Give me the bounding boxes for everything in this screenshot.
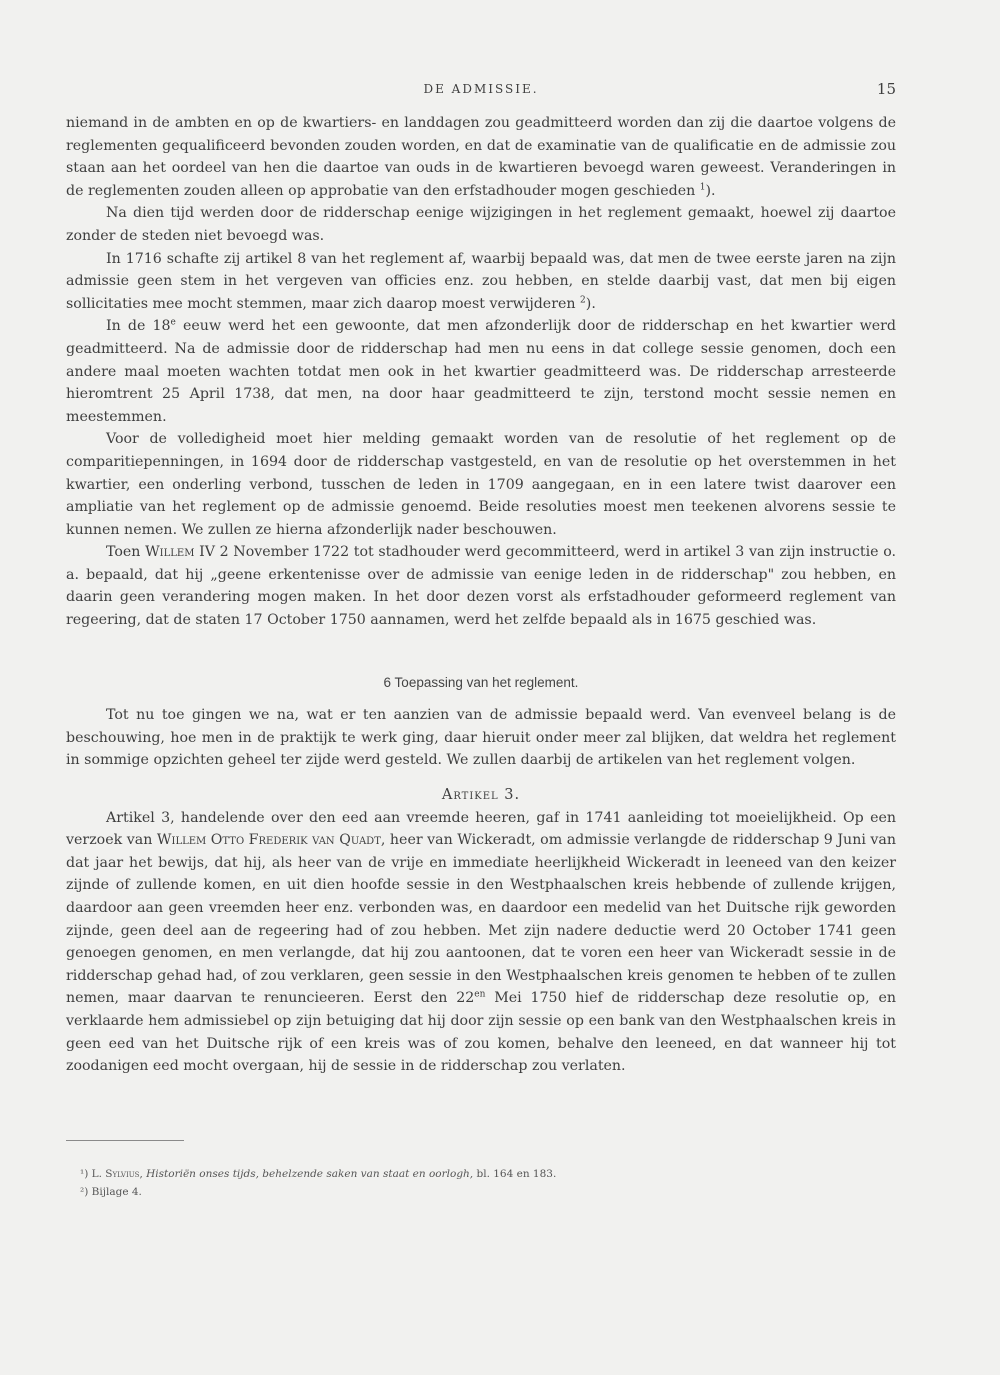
running-title: DE ADMISSIE. xyxy=(423,82,539,96)
footnote-rule xyxy=(66,1140,184,1141)
footnote: ¹) L. Sylvius, Historiën onses tijds, behelzende saken van staat en oorlogh, bl. 164 en 183. xyxy=(80,1168,557,1180)
article-heading: Artikel 3. xyxy=(441,787,521,804)
running-header xyxy=(66,82,896,102)
paragraph: Tot nu toe gingen we na, wat er ten aanzien van de admissie bepaald werd. Van evenveel belang is de beschouwing, hoe men in de praktijk te werk ging, daar hieruit onder meer zal blijken, dat weldra het reglement in sommige opzichten geheel ter zijde werd gesteld. We zullen daarbij de artikelen van het reglement volgen. xyxy=(66,707,896,769)
paragraph: Artikel 3, handelende over den eed aan vreemde heeren, gaf in 1741 aanleiding tot moeielijkheid. Op een verzoek van Willem Otto Frederik van Quadt, heer van Wickeradt, om admissie verlangde de ridderschap 9 Juni van dat jaar het bewijs, dat hij, als heer van de vrije en immediate heerlijkheid Wickeradt in leeneed van den keizer zijnde of zullende komen, en uit dien hoofde sessie in den Westphaalschen kreis hebbende of zullende krijgen, daardoor aan geen vreemden heer enz. verbonden was, en daardoor een medelid van het Duitsche rijk geworden zijnde, geen deel aan de regeering had of zou hebben. Met zijn nadere deductie werd 20 October 1741 geen genoegen genomen, en men verlangde, dat hij zou aantoonen, dat te voren een heer van Wickeradt sessie in de ridderschap gehad had, of zou verklaren, geen sessie in den Westphaalschen kreis genomen te hebben of te zullen nemen, maar daarvan te renuncieeren. Eerst den $22^{en}$ Mei 1750 hief de ridderschap deze resolutie op, en verklaarde hem admissiebel op zijn betuiging dat hij door zijn sessie op een bank van den Westphaalschen kreis in geen eed van het Duitsche rijk of een kreis was of zou komen, behalve den leeneed, en dat wanneer hij tot zoodanigen eed mocht overgaan, hij de sessie in de ridderschap zou verlaten. xyxy=(66,809,897,1075)
paragraph: Na dien tijd werden door de ridderschap eenige wijzigingen in het reglement gemaakt, hoewel zij daartoe zonder de steden niet bevoegd was. xyxy=(66,205,896,244)
footnote: ²) Bijlage 4. xyxy=(80,1186,142,1198)
paragraph: In 1716 schafte zij artikel 8 van het reglement af, waarbij bepaald was, dat men de twee eerste jaren na zijn admissie geen stem in het vergeven van officies enz. zou hebben, en stelde daarbij vast, dat men bij eigen sollicitaties mee mocht stemmen, maar zich daarop moest verwijderen $^2$). xyxy=(66,250,896,312)
footnotes xyxy=(80,1165,880,1201)
body-text xyxy=(66,112,896,1078)
page-number: 15 xyxy=(876,80,896,98)
section-heading: 6 Toepassing van het reglement. xyxy=(383,674,579,690)
person-name: Willem xyxy=(145,544,195,561)
paragraph: niemand in de ambten en op de kwartiers- en landdagen zou geadmitteerd worden dan zij die daartoe volgens de reglementen gequalificeerd bevonden zouden worden, en dat de examinatie van de qualificatie en de admissie zou staan aan het oordeel van hen die daartoe van ouds in de kwartieren bevoegd waren geweest. Veranderingen in de reglementen zouden alleen op approbatie van den erfstadhouder mogen geschieden $^1$). xyxy=(66,115,896,199)
paragraph: In de 18e eeuw werd het een gewoonte, dat men afzonderlijk door de ridderschap en het kwartier werd geadmitteerd. Na de admissie door de ridderschap had men nu eens in dat college sessie genomen, doch een andere maal moeten wachten totdat men ook in het kwartier geadmitteerd was. De ridderschap arresteerde hieromtrent 25 April 1738, dat men, na door haar geadmitteerd te zijn, terstond mocht sessie nemen en meestemmen. xyxy=(66,317,896,425)
person-name: Willem Otto Frederik van Quadt xyxy=(156,832,381,849)
paragraph: Voor de volledigheid moet hier melding gemaakt worden van de resolutie of het reglement op de comparitiepenningen, in 1694 door de ridderschap vastgesteld, en van de resolutie op het overstemmen in het kwartier, een onderling verbond, tusschen de leden in 1709 aangegaan, en in een latere twist daarover een ampliatie van het reglement op de admissie genoemd. Beide resoluties moest men teekenen alvorens sessie te kunnen nemen. We zullen ze hierna afzonderlijk nader beschouwen. xyxy=(66,431,896,538)
paragraph: Toen Willem IV 2 November 1722 tot stadhouder werd gecommitteerd, werd in artikel 3 van zijn instructie o. a. bepaald, dat hij „geene erkentenisse over de admissie van eenige leden in de ridderschap" zou hebben, en daarin geen verandering mogen maken. In het door dezen vorst als erfstadhouder geformeerd reglement van regeering, dat de staten 17 October 1750 aannamen, werd het zelfde bepaald als in 1675 geschied was. xyxy=(66,544,897,629)
